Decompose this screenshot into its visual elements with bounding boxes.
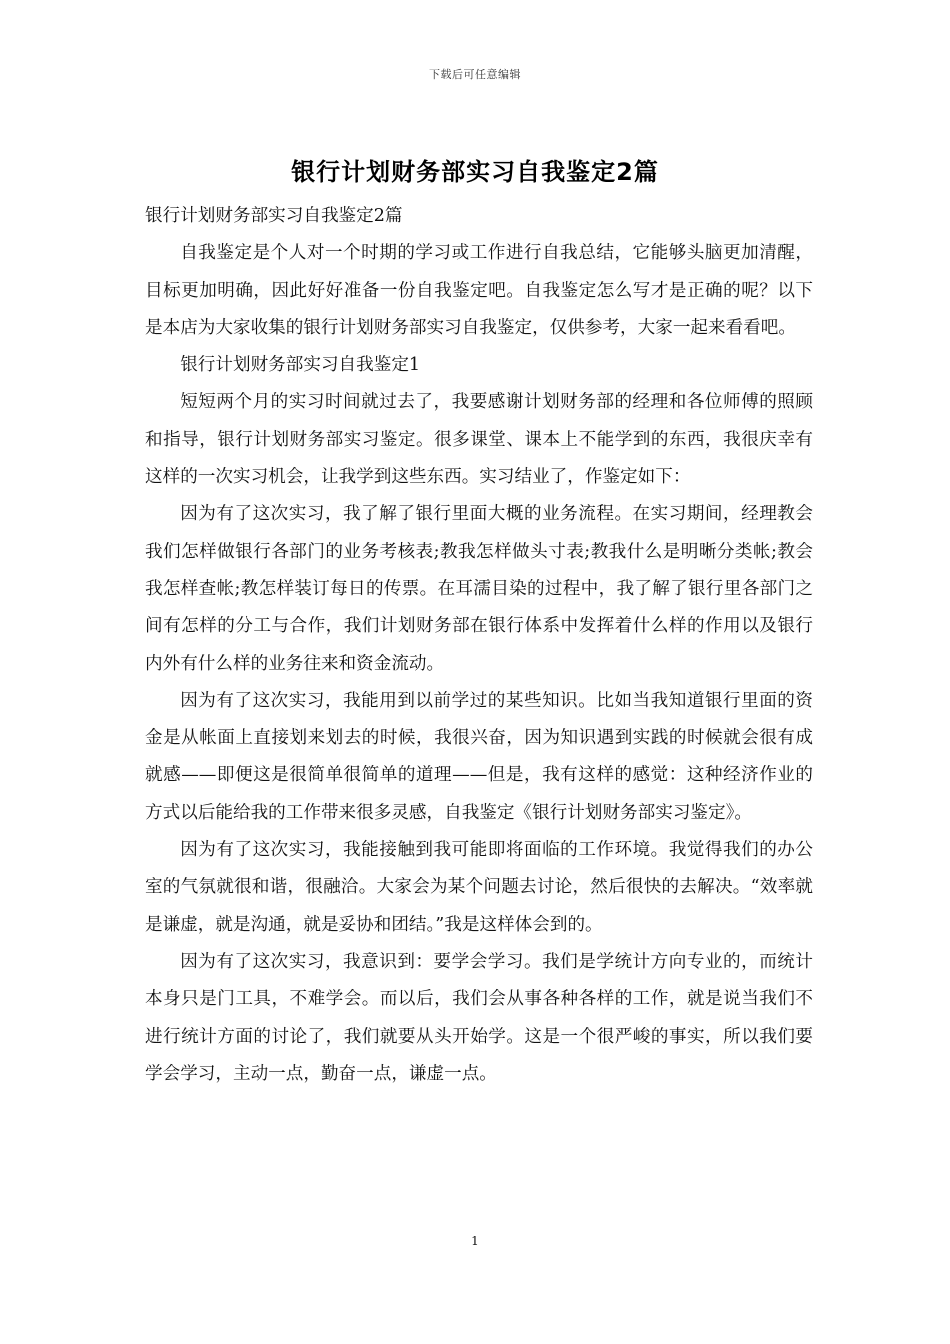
paragraph: 因为有了这次实习，我能用到以前学过的某些知识。比如当我知道银行里面的资金是从帐面上直接划来划去的时候，我很兴奋，因为知识遇到实践的时候就会很有成就感——即便这是很简单很简单的道理——但是，我有这样的感觉：这种经济作业的方式以后能给我的工作带来很多灵感，自我鉴定《银行计划财务部实习鉴定》。 bbox=[145, 690, 813, 823]
document-body bbox=[145, 198, 813, 1093]
document-title: 银行计划财务部实习自我鉴定2篇 bbox=[291, 158, 659, 186]
paragraph: 因为有了这次实习，我意识到：要学会学习。我们是学统计方向专业的，而统计本身只是门工具，不难学会。而以后，我们会从事各种各样的工作，就是说当我们不进行统计方面的讨论了，我们就要从头开始学。这是一个很严峻的事实，所以我们要学会学习，主动一点，勤奋一点，谦虚一点。 bbox=[145, 951, 813, 1084]
paragraph: 因为有了这次实习，我能接触到我可能即将面临的工作环境。我觉得我们的办公室的气氛就很和谐，很融洽。大家会为某个问题去讨论，然后很快的去解决。“效率就是谦虚，就是沟通，就是妥协和团结。”我是这样体会到的。 bbox=[145, 840, 813, 935]
document-subtitle: 银行计划财务部实习自我鉴定2篇 bbox=[145, 206, 403, 226]
paragraph: 短短两个月的实习时间就过去了，我要感谢计划财务部的经理和各位师傅的照顾和指导，银行计划财务部实习鉴定。很多课堂、课本上不能学到的东西，我很庆幸有这样的一次实习机会，让我学到这些东西。实习结业了，作鉴定如下： bbox=[145, 392, 813, 488]
paragraph: 因为有了这次实习，我了解了银行里面大概的业务流程。在实习期间，经理教会我们怎样做银行各部门的业务考核表;教我怎样做头寸表;教我什么是明晰分类帐;教会我怎样查帐;教怎样装订每日的传票。在耳濡目染的过程中，我了解了银行里各部门之间有怎样的分工与合作，我们计划财务部在银行体系中发挥着什么样的作用以及银行内外有什么样的业务往来和资金流动。 bbox=[145, 504, 813, 674]
page-number: 1 bbox=[471, 1234, 479, 1248]
header-note: 下载后可任意编辑 bbox=[429, 68, 521, 81]
paragraph-intro: 自我鉴定是个人对一个时期的学习或工作进行自我总结，它能够头脑更加清醒，目标更加明确，因此好好准备一份自我鉴定吧。自我鉴定怎么写才是正确的呢？以下是本店为大家收集的银行计划财务部实习自我鉴定，仅供参考，大家一起来看看吧。 bbox=[145, 243, 813, 338]
section-heading: 银行计划财务部实习自我鉴定1 bbox=[180, 355, 421, 376]
